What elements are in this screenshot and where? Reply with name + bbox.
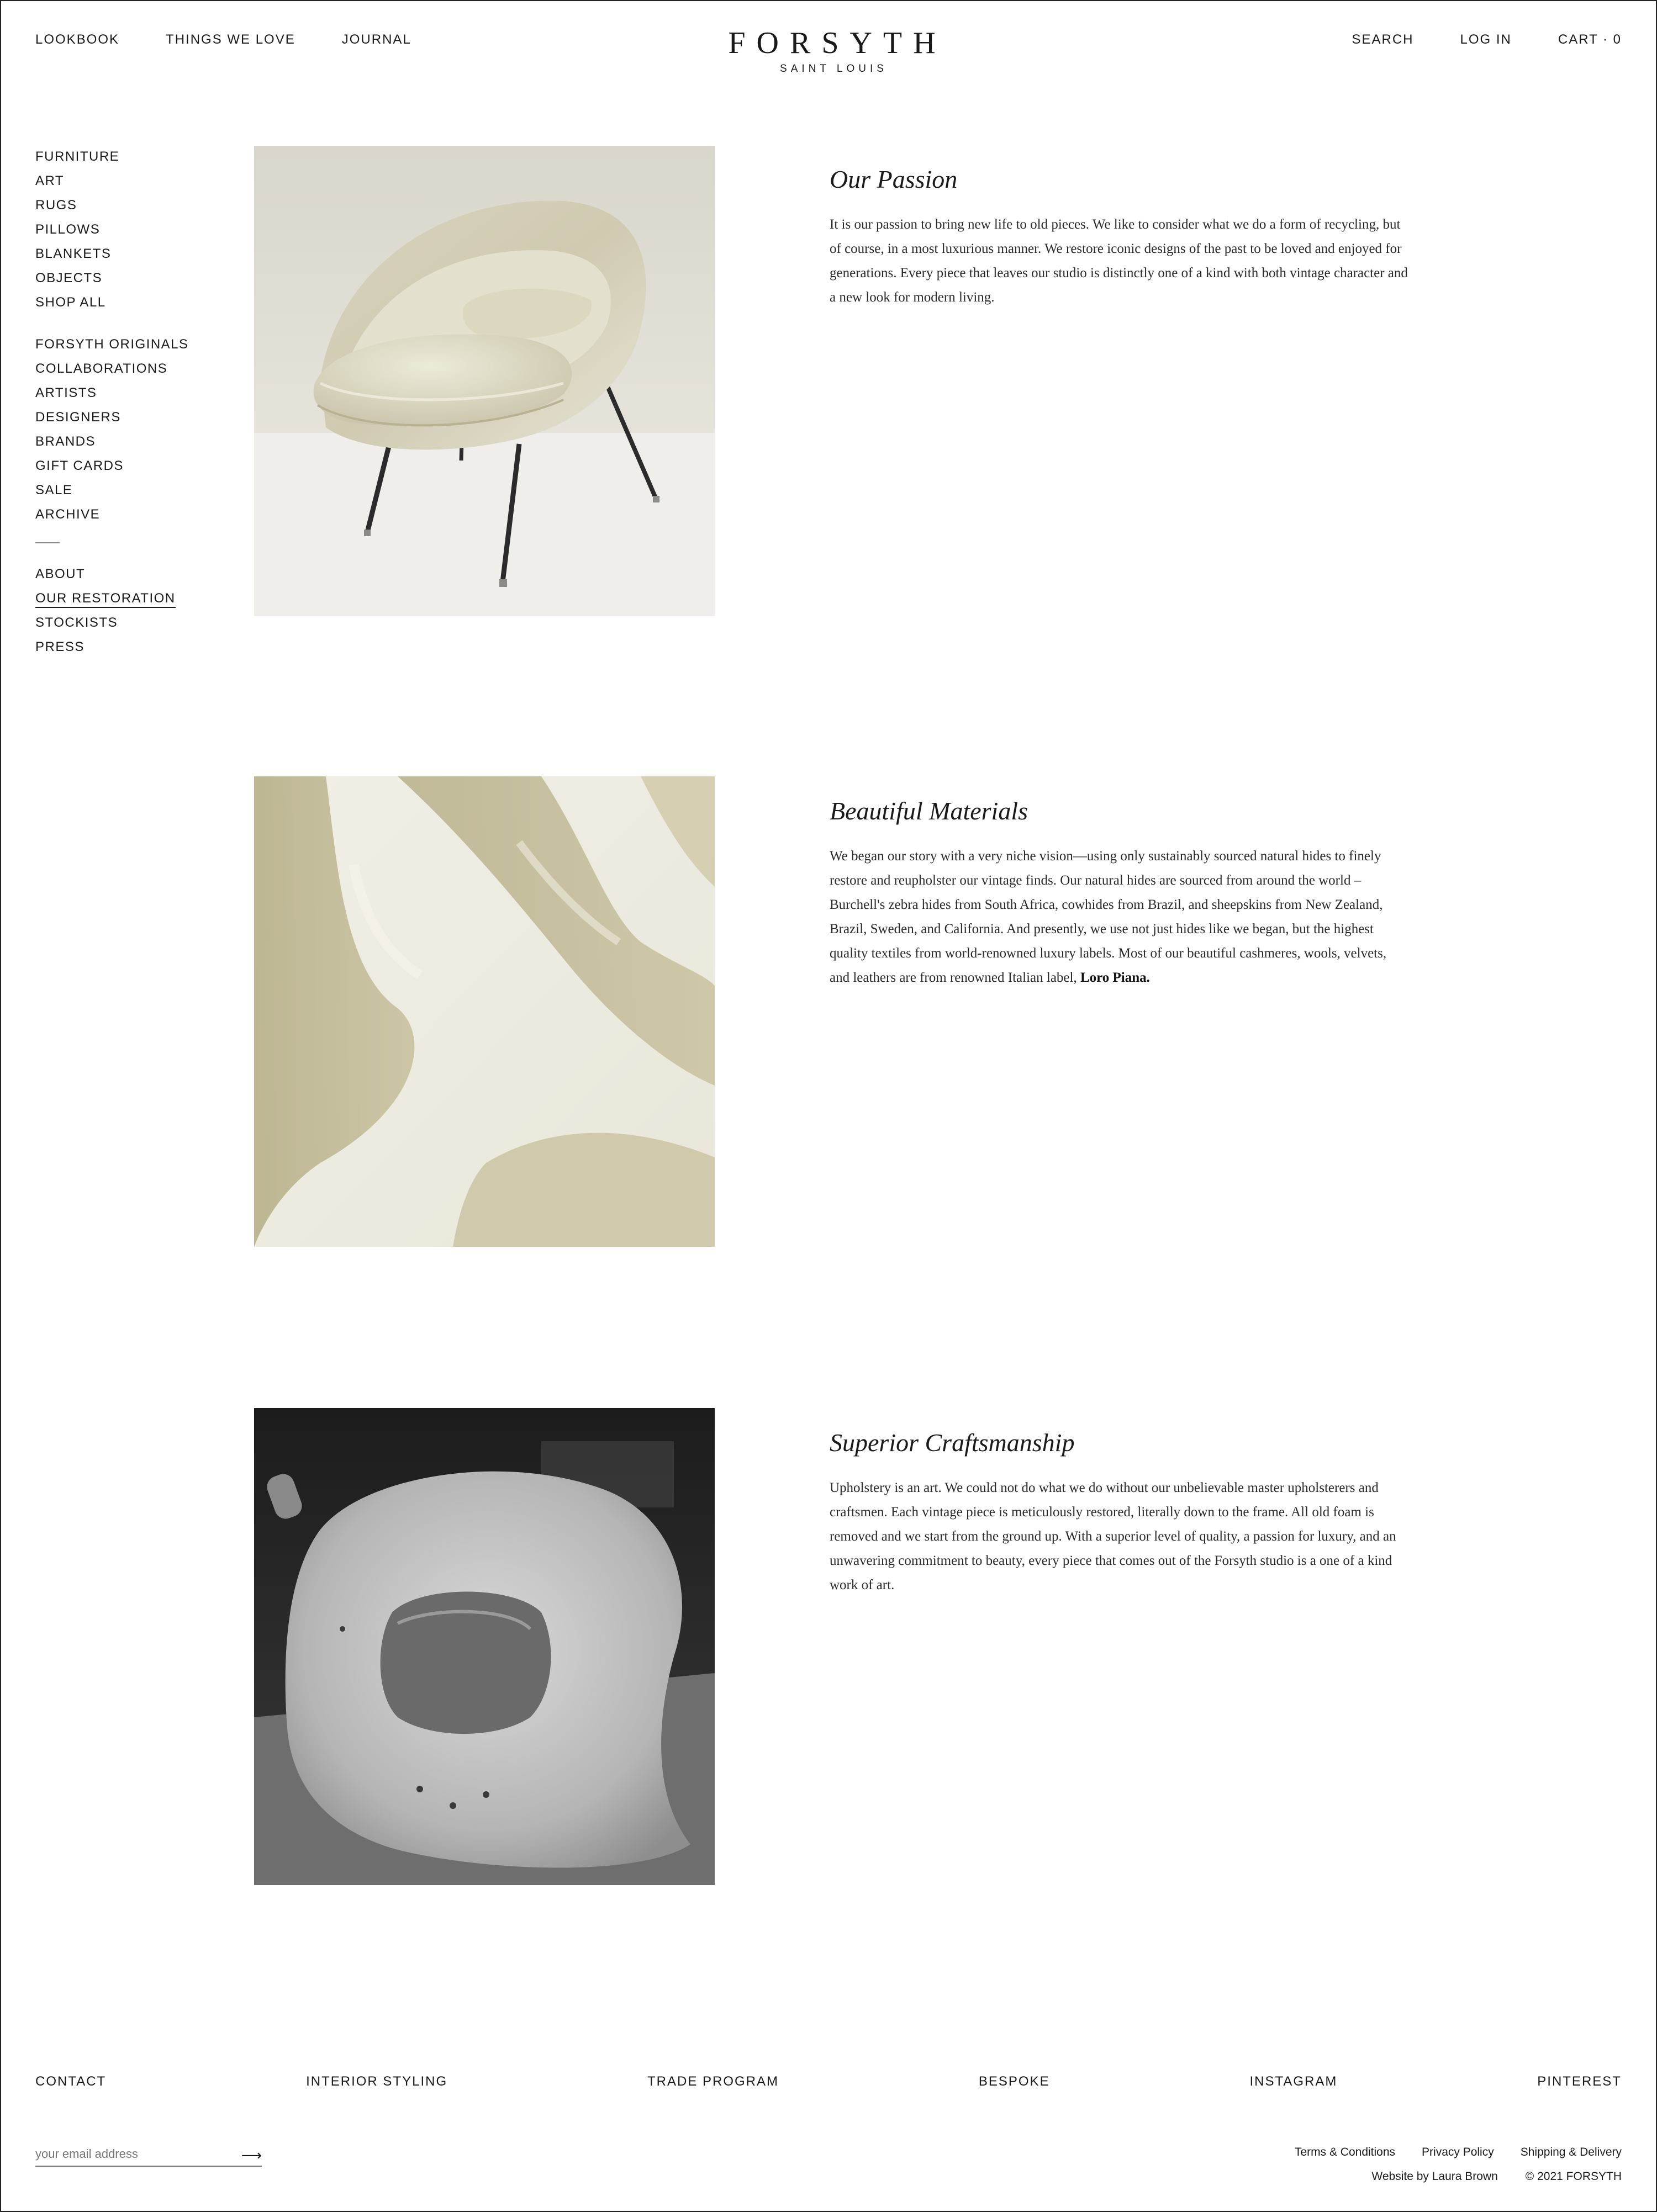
section-body-text: We began our story with a very niche vision—using only sustainably sourced natural hides to finely restore and reupholster our vintage finds. Our natural hides are sourced from around the world – Burchell's zebra hides from South Africa, cowhides from Brazil, and sheepskins from New Zealand, Brazil, Sweden, and California. And presently, we use not just hides like we began, but the highest quality textiles from world-renowned luxury labels. Most of our beautiful cashmeres, wools, velvets, and leathers are from renowned Italian label, [830,849,1387,985]
section-body: Upholstery is an art. We could not do what we do without our unbelievable master upholsterers and craftsmen. Each vintage piece is meticulously restored, literally down to the frame. All old foam is removed and we start from the ground up. With a superior level of quality, a passion for luxury, and an unwavering commitment to beauty, every piece that comes out of the Forsyth studio is a one of a kind work of art. [830,1480,1396,1592]
sidebar-item-collaborations[interactable]: COLLABORATIONS [35,361,168,376]
top-nav-left [35,32,411,47]
sidebar-group-shop [35,145,201,315]
login-link[interactable]: LOG IN [1460,32,1512,47]
section-title: Superior Craftsmanship [830,1428,1075,1457]
chair-shell-image [254,1408,715,1885]
shipping-link[interactable]: Shipping & Delivery [1520,2146,1622,2158]
sidebar-item-blankets[interactable]: BLANKETS [35,246,112,261]
privacy-link[interactable]: Privacy Policy [1422,2146,1494,2158]
footer-contact[interactable]: CONTACT [35,2074,107,2089]
logo[interactable] [716,27,948,75]
sidebar-item-forsyth-originals[interactable]: FORSYTH ORIGINALS [35,337,189,352]
sidebar-item-rugs[interactable]: RUGS [35,198,77,213]
section-our-passion [830,165,1410,310]
hide-closeup-image [254,776,715,1247]
cart-link[interactable]: CART · 0 [1558,32,1622,47]
sidebar-item-shop-all[interactable]: SHOP ALL [35,295,106,310]
logo-subtitle: SAINT LOUIS [780,63,888,75]
newsletter-form [35,2144,262,2167]
sidebar-item-sale[interactable]: SALE [35,483,73,498]
sidebar-nav [35,145,201,659]
section-title: Our Passion [830,165,958,193]
womb-chair-photo [254,146,715,616]
section-title: Beautiful Materials [830,797,1028,825]
nav-lookbook[interactable]: LOOKBOOK [35,32,120,47]
sidebar-group-info [35,562,201,659]
terms-link[interactable]: Terms & Conditions [1294,2146,1396,2158]
logo-wordmark: FORSYTH [728,26,947,60]
section-body [830,844,1410,990]
footer-instagram[interactable]: INSTAGRAM [1249,2074,1338,2089]
footer-trade-program[interactable]: TRADE PROGRAM [647,2074,779,2089]
footer-links [35,2074,1622,2089]
sidebar-item-art[interactable]: ART [35,173,65,188]
sidebar-item-stockists[interactable]: STOCKISTS [35,615,118,630]
copyright-text: © 2021 FORSYTH [1525,2170,1622,2183]
sidebar-item-furniture[interactable]: FURNITURE [35,149,120,164]
sidebar-item-label: OUR RESTORATION [35,591,176,608]
sidebar-item-pillows[interactable]: PILLOWS [35,222,101,237]
sidebar-item-about[interactable]: ABOUT [35,567,86,581]
section-beautiful-materials [830,796,1410,990]
loro-piana-label: Loro Piana. [1080,970,1150,985]
search-link[interactable]: SEARCH [1352,32,1414,47]
hide-closeup-photo [254,776,715,1247]
sidebar-item-designers[interactable]: DESIGNERS [35,410,121,425]
top-nav-right [1352,32,1622,47]
sidebar-item-gift-cards[interactable]: GIFT CARDS [35,458,124,473]
website-credit-link[interactable]: Website by Laura Brown [1371,2170,1498,2183]
sidebar-divider [35,542,60,543]
sidebar-item-archive[interactable]: ARCHIVE [35,507,101,522]
footer-interior-styling[interactable]: INTERIOR STYLING [306,2074,448,2089]
sidebar-item-artists[interactable]: ARTISTS [35,385,97,400]
sidebar-group-browse [35,332,201,527]
section-superior-craftsmanship [830,1428,1410,1597]
sidebar-item-press[interactable]: PRESS [35,639,85,654]
nav-things-we-love[interactable]: THINGS WE LOVE [166,32,295,47]
footer-bespoke[interactable]: BESPOKE [978,2074,1050,2089]
section-body: It is our passion to bring new life to old pieces. We like to consider what we do a form of recycling, but of course, in a most luxurious manner. We restore iconic designs of the past to be loved and enjoyed for generations. Every piece that leaves our studio is distinctly one of a kind with both vintage character and a new look for modern living. [830,217,1408,305]
womb-chair-image [254,146,715,616]
sidebar-item-brands[interactable]: BRANDS [35,434,96,449]
sidebar-item-objects[interactable]: OBJECTS [35,271,103,285]
nav-journal[interactable]: JOURNAL [341,32,411,47]
footer-credits [1371,2170,1622,2183]
submit-arrow-icon[interactable]: ⟶ [241,2147,262,2163]
footer-pinterest[interactable]: PINTEREST [1537,2074,1622,2089]
chair-shell-photo [254,1408,715,1885]
sidebar-item-our-restoration[interactable] [35,586,201,611]
newsletter-email-input[interactable] [35,2144,223,2165]
legal-links [1295,2146,1622,2159]
